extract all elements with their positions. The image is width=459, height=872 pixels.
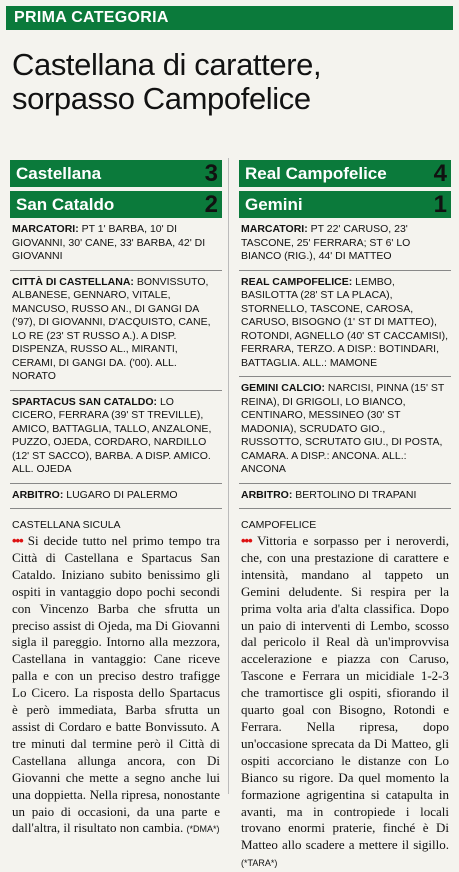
dateline: CASTELLANA SICULA bbox=[12, 519, 121, 531]
article-text: Vittoria e sorpasso per i neroverdi, che, con una prestazione di carattere e intensità, mandano al tappeto un Gemini deludente. Si respira per la prima volta aria d'alta classifica. Dopo un paio di interventi di Lembo, scosso dal pericolo il Real dà un'improvvisa accelerazione e piazza con Caruso, Tascone e Ferrara un micidiale 1-2-3 che tramortisce gli ospiti, sfiorando il quarto goal con Bisogno, Rotondi e Ferrara. Nella ripresa, dopo un'occasione sprecata da Di Matteo, gli ospiti accorciano le distanze con Lo Bianco su rigore. Da quel momento la formazione agrigentina si catapulta in avanti, ma in contropiede i locali trovano enormi praterie, finché è Di Matteo allo scadere a mettere il sigillo. bbox=[241, 533, 449, 853]
team-bar-away bbox=[239, 189, 451, 218]
team-bar-home bbox=[239, 158, 451, 187]
article-text: Si decide tutto nel primo tempo tra Città di Castellana e Spartacus San Cataldo. Iniziano subito benissimo gli ospiti in vantaggio dopo pochi secondi con Vincenzo Barba che sfrutta un preciso assist di Ojeda, ma Di Giovanni sigla il pareggio. Intorno alla mezzora, Castellana in vantaggio: Cane riceve palla e con un preciso destro trafigge Lo Cicero. La risposta dello Spartacus è però immediata, Barba sfrutta un assist di Cordaro e batte Bonvissuto. A tre minuti dal termine però il Città di Castellana allunga ancora, con Di Giovanni che mette a segno anche lui una doppietta. Nella ripresa, nonostante un paio di occasioni, da una parte e dall'altra, il risultato non cambia. bbox=[12, 533, 220, 836]
headline-line-2: sorpasso Campofelice bbox=[12, 81, 311, 116]
scorers-block bbox=[239, 218, 451, 271]
home-lineup-block bbox=[239, 271, 451, 378]
away-lineup-block bbox=[239, 377, 451, 484]
lineup-text: NARCISI, PINNA (15' ST REINA), DI GRIGOLI, LO BIANCO, CENTINARO, MESSINEO (30' ST MADONIA), SCRUDATO GIO., RUSSOTTO, SCRUTATO GIU., DI POSTA, CAMARA. A DISP.: ANCONA. ALL.: ANCONA bbox=[241, 382, 445, 475]
team-bar-home bbox=[10, 158, 222, 187]
referee-label: ARBITRO: bbox=[241, 488, 293, 501]
team-score: 1 bbox=[433, 190, 447, 218]
referee-text: LUGARO DI PALERMO bbox=[66, 488, 178, 501]
team-score: 3 bbox=[204, 159, 218, 187]
team-name: San Cataldo bbox=[16, 194, 115, 214]
referee-block bbox=[239, 484, 451, 510]
referee-text: BERTOLINO DI TRAPANI bbox=[295, 488, 417, 501]
home-lineup-block bbox=[10, 271, 222, 391]
lineup-text: BONVISSUTO, ALBANESE, GENNARO, VITALE, MANCUSO, RUSSO AN., DI GANGI DA ('97), DI GIOVANNI, D'ACQUISTO, CANE, LO RE (23' ST RUSSO A.). A DISP. DISPENZA, RUSSO AL., MIRANTI, CERAMI, DI GANGI DA. ('00). ALL. NORATO bbox=[12, 275, 211, 382]
article-body bbox=[10, 533, 222, 838]
match-right bbox=[239, 158, 451, 872]
lineup-text: LO CICERO, FERRARA (39' ST TREVILLE), AMICO, BATTAGLIA, TALLO, ANZALONE, PUZZO, OJEDA, CORDARO, NARDILLO (12' ST SACCO), BARBA. A DISP. AMICO. ALL. OJEDA bbox=[12, 395, 212, 475]
scorers-block bbox=[10, 218, 222, 271]
team-name: Gemini bbox=[245, 194, 303, 214]
bullet-dots: ••• bbox=[12, 533, 23, 548]
team-name: Real Campofelice bbox=[245, 163, 387, 183]
team-score: 2 bbox=[204, 190, 218, 218]
section-kicker: PRIMA CATEGORIA bbox=[6, 6, 453, 30]
referee-label: ARBITRO: bbox=[12, 488, 64, 501]
lineup-label: REAL CAMPOFELICE: bbox=[241, 275, 353, 288]
article-body bbox=[239, 533, 451, 872]
column-divider bbox=[228, 158, 229, 794]
lineup-label: CITTÀ DI CASTELLANA: bbox=[12, 275, 134, 288]
referee-block bbox=[10, 484, 222, 510]
away-lineup-block bbox=[10, 391, 222, 484]
lineup-label: SPARTACUS SAN CATALDO: bbox=[12, 395, 158, 408]
author-signature: (*TARA*) bbox=[241, 858, 278, 869]
article-page bbox=[6, 6, 453, 869]
bullet-dots: ••• bbox=[241, 533, 252, 548]
scorers-text: PT 1' BARBA, 10' DI GIOVANNI, 30' CANE, 33' BARBA, 42' DI GIOVANNI bbox=[12, 223, 206, 262]
team-name: Castellana bbox=[16, 163, 102, 183]
team-bar-away bbox=[10, 189, 222, 218]
scorers-label: MARCATORI: bbox=[241, 223, 308, 235]
lineup-text: LEMBO, BASILOTTA (28' ST LA PLACA), STORNELLO, TASCONE, CAROSA, CARUSO, BISOGNO (1' ST DI MATTEO), ROTONDI, AGNELLO (40' ST CACCAMISI), FERRARA, TERZO. A DISP.: BOTINDARI, BATTAGLIA. ALL.: MAMONE bbox=[241, 275, 448, 369]
headline-line-1: Castellana di carattere, bbox=[12, 47, 322, 82]
scorers-text: PT 22' CARUSO, 23' TASCONE, 25' FERRARA; ST 6' LO BIANCO (RIG.), 44' DI MATTEO bbox=[241, 223, 411, 262]
author-signature: (*DMA*) bbox=[186, 824, 220, 835]
headline bbox=[12, 48, 453, 116]
dateline: CAMPOFELICE bbox=[241, 519, 317, 531]
lineup-label: GEMINI CALCIO: bbox=[241, 382, 325, 394]
match-left bbox=[10, 158, 222, 838]
scorers-label: MARCATORI: bbox=[12, 223, 79, 235]
team-score: 4 bbox=[433, 159, 447, 187]
